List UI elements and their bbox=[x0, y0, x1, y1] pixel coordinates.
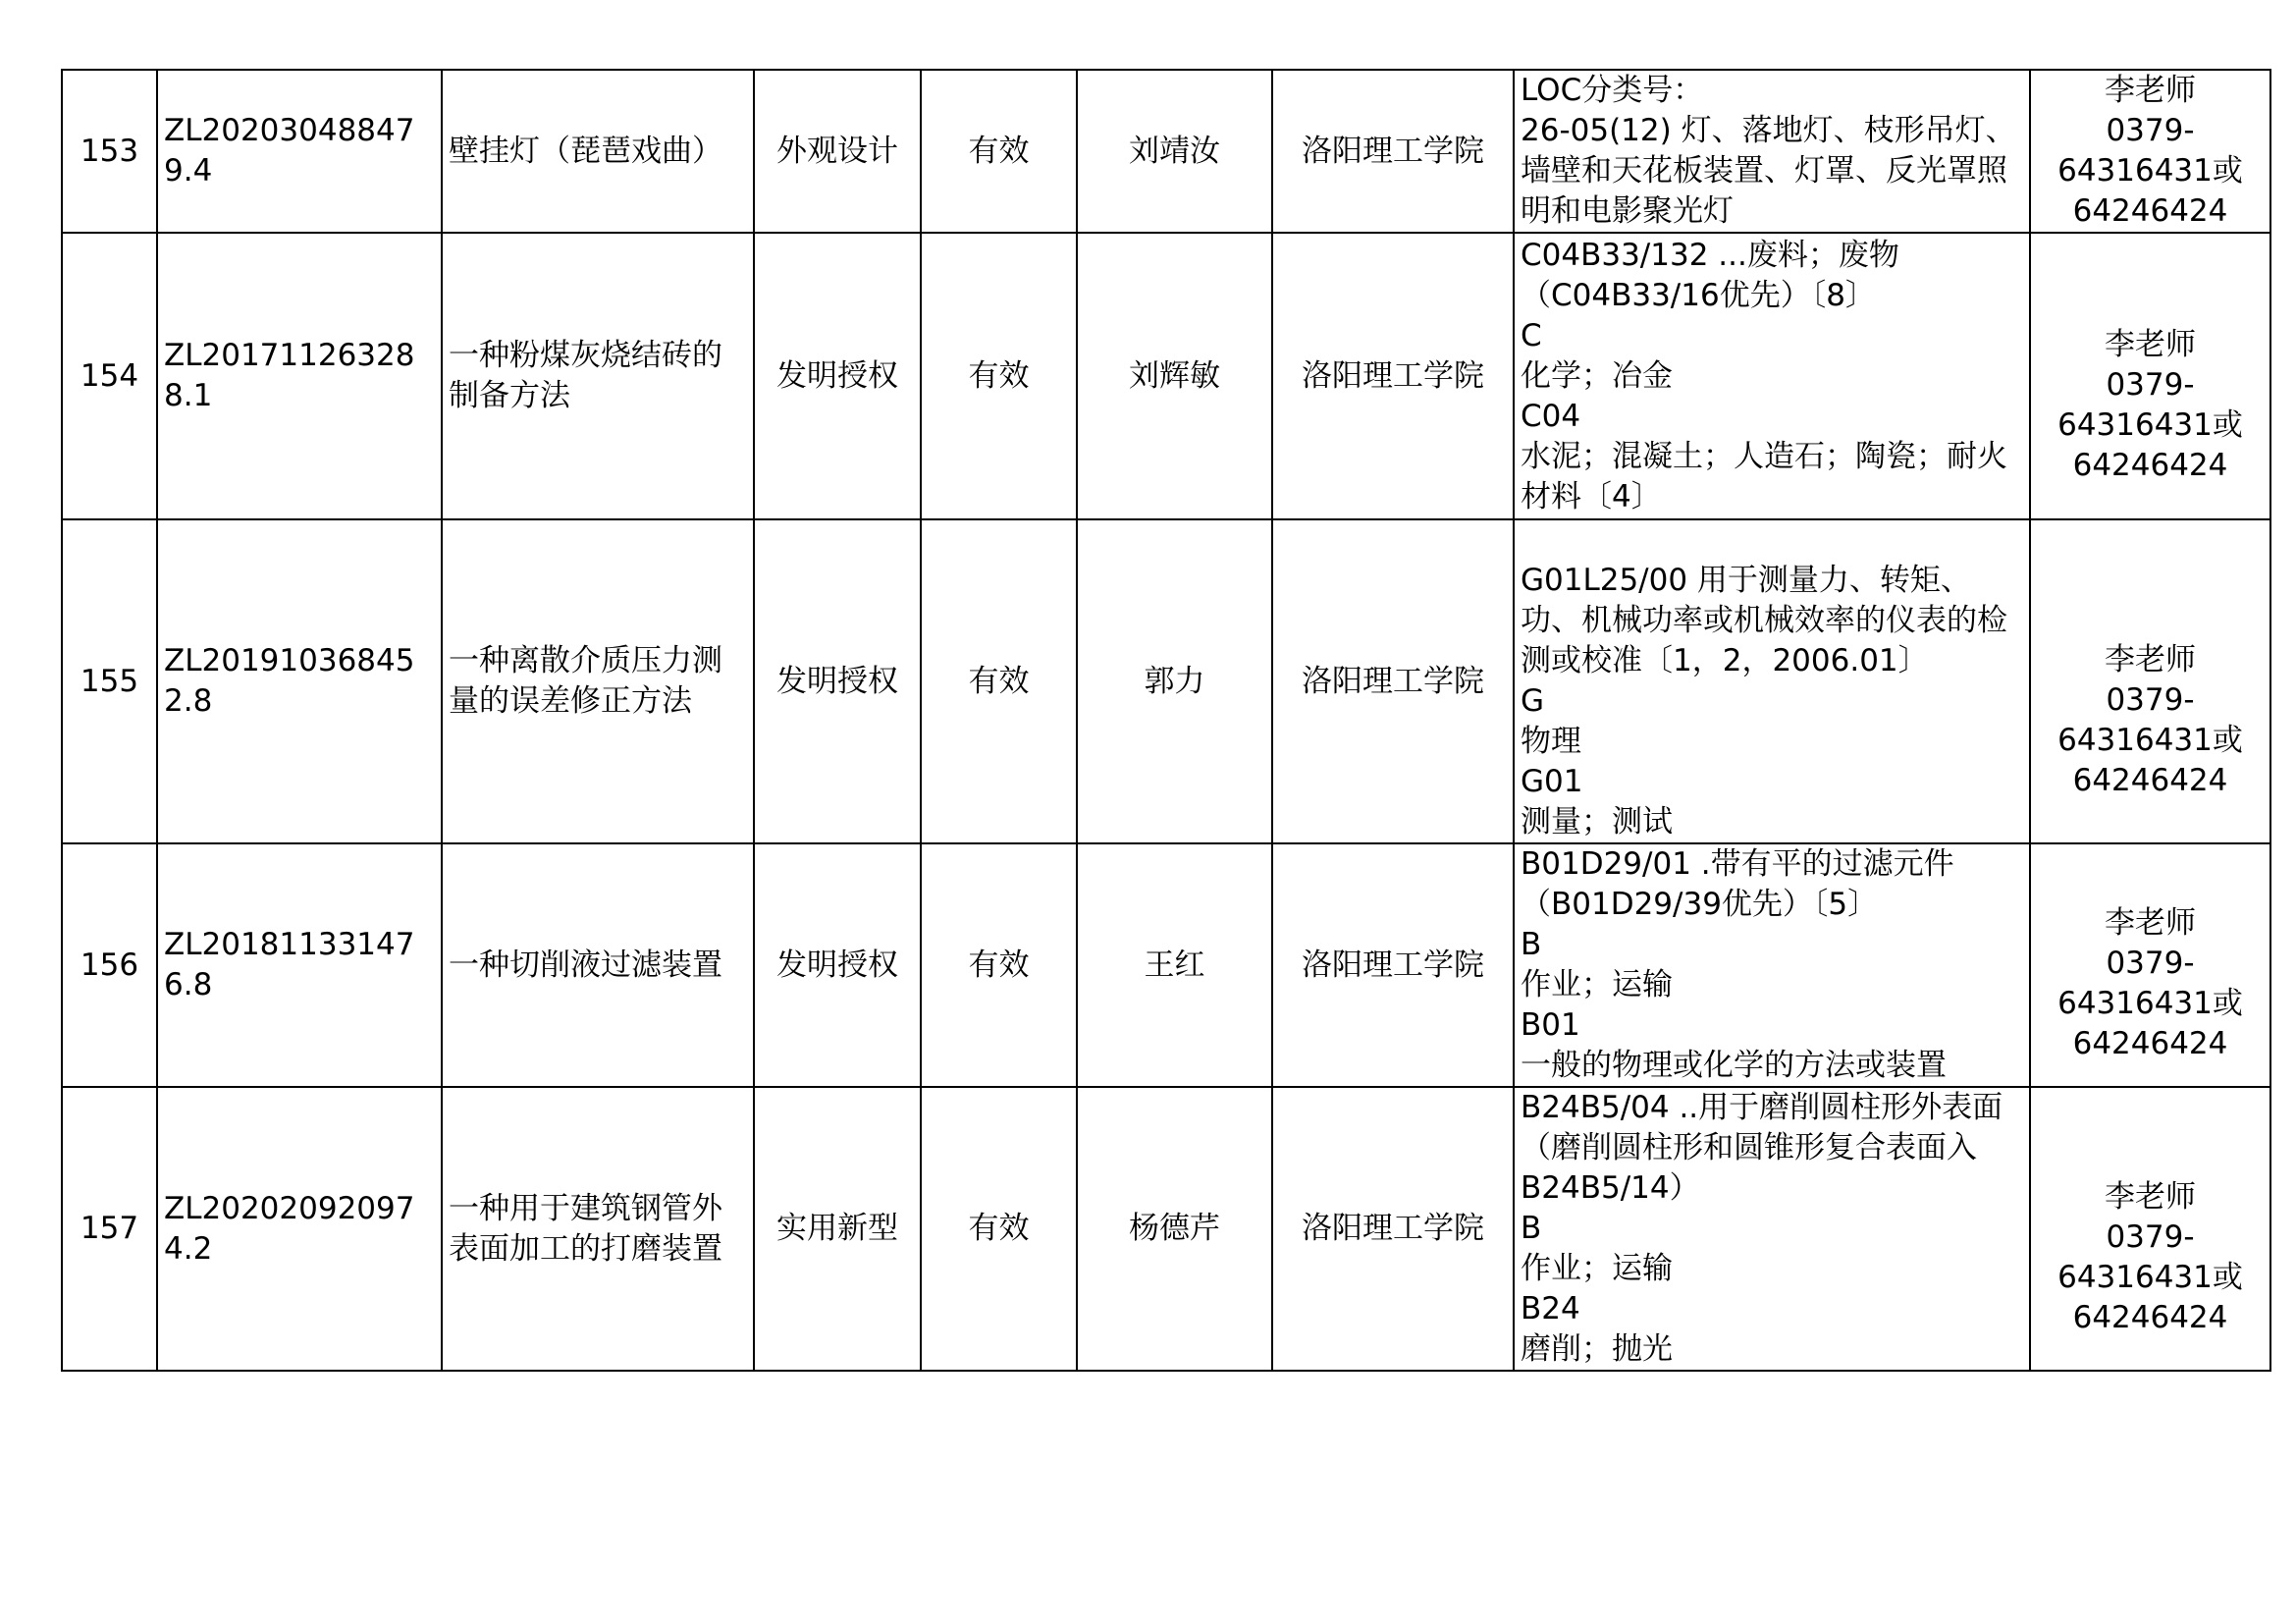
patent-name: 壁挂灯（琵琶戏曲） bbox=[442, 70, 754, 233]
patent-type: 发明授权 bbox=[754, 233, 921, 519]
contact-name: 李老师 bbox=[2105, 1178, 2196, 1215]
patent-table bbox=[61, 69, 2271, 1372]
contact-name: 李老师 bbox=[2105, 327, 2196, 362]
inventor: 刘辉敏 bbox=[1077, 233, 1272, 519]
patent-status: 有效 bbox=[921, 1087, 1077, 1371]
inventor: 刘靖汝 bbox=[1077, 70, 1272, 233]
inventor: 杨德芹 bbox=[1077, 1087, 1272, 1371]
patent-name: 一种离散介质压力测量的误差修正方法 bbox=[442, 519, 754, 843]
classification: LOC分类号： 26-05(12) 灯、落地灯、枝形吊灯、墙壁和天花板装置、灯罩、反光罩照明和电影聚光灯 bbox=[1514, 70, 2030, 233]
patent-status: 有效 bbox=[921, 233, 1077, 519]
contact-phone-2: 64246424 bbox=[2072, 763, 2228, 798]
contact-name: 李老师 bbox=[2105, 642, 2196, 677]
contact-area-code: 0379- bbox=[2106, 946, 2195, 981]
contact-phone-2: 64246424 bbox=[2072, 1299, 2228, 1335]
row-number: 153 bbox=[62, 70, 157, 233]
patent-status: 有效 bbox=[921, 70, 1077, 233]
contact bbox=[2030, 519, 2270, 843]
contact bbox=[2030, 70, 2270, 233]
patent-id: ZL202030488479.4 bbox=[157, 70, 442, 233]
owner: 洛阳理工学院 bbox=[1272, 843, 1514, 1087]
contact-name: 李老师 bbox=[2105, 905, 2196, 941]
table-row bbox=[62, 70, 2270, 233]
patent-type: 实用新型 bbox=[754, 1087, 921, 1371]
contact-phone-2: 64246424 bbox=[2072, 1026, 2228, 1061]
owner: 洛阳理工学院 bbox=[1272, 1087, 1514, 1371]
row-number: 156 bbox=[62, 843, 157, 1087]
table-row bbox=[62, 1087, 2270, 1371]
owner: 洛阳理工学院 bbox=[1272, 70, 1514, 233]
row-number: 157 bbox=[62, 1087, 157, 1371]
contact-area-code: 0379- bbox=[2106, 1218, 2195, 1255]
contact-name: 李老师 bbox=[2105, 73, 2196, 108]
patent-id: ZL201910368452.8 bbox=[157, 519, 442, 843]
contact-phone-2: 64246424 bbox=[2072, 193, 2228, 229]
contact-phone-1: 64316431或 bbox=[2057, 986, 2243, 1021]
contact-phone-2: 64246424 bbox=[2072, 448, 2228, 483]
contact-phone-1: 64316431或 bbox=[2057, 407, 2243, 443]
inventor: 王红 bbox=[1077, 843, 1272, 1087]
contact bbox=[2030, 233, 2270, 519]
row-number: 154 bbox=[62, 233, 157, 519]
contact-area-code: 0379- bbox=[2106, 682, 2195, 718]
patent-name: 一种用于建筑钢管外表面加工的打磨装置 bbox=[442, 1087, 754, 1371]
table-row bbox=[62, 233, 2270, 519]
patent-status: 有效 bbox=[921, 519, 1077, 843]
table-row bbox=[62, 843, 2270, 1087]
contact-phone-1: 64316431或 bbox=[2057, 1259, 2243, 1295]
contact bbox=[2030, 843, 2270, 1087]
table-row bbox=[62, 519, 2270, 843]
classification: B24B5/04 ..用于磨削圆柱形外表面（磨削圆柱形和圆锥形复合表面入B24B5/14） B 作业；运输 B24 磨削；抛光 bbox=[1514, 1087, 2030, 1371]
contact-area-code: 0379- bbox=[2106, 113, 2195, 148]
patent-id: ZL202020920974.2 bbox=[157, 1087, 442, 1371]
owner: 洛阳理工学院 bbox=[1272, 519, 1514, 843]
patent-id: ZL201811331476.8 bbox=[157, 843, 442, 1087]
patent-type: 外观设计 bbox=[754, 70, 921, 233]
contact-phone-1: 64316431或 bbox=[2057, 153, 2243, 189]
classification: B01D29/01 .带有平的过滤元件（B01D29/39优先）〔5〕 B 作业；运输 B01 一般的物理或化学的方法或装置 bbox=[1514, 843, 2030, 1087]
row-number: 155 bbox=[62, 519, 157, 843]
patent-id: ZL201711263288.1 bbox=[157, 233, 442, 519]
owner: 洛阳理工学院 bbox=[1272, 233, 1514, 519]
patent-status: 有效 bbox=[921, 843, 1077, 1087]
contact-phone-1: 64316431或 bbox=[2057, 723, 2243, 758]
contact bbox=[2030, 1087, 2270, 1371]
patent-name: 一种粉煤灰烧结砖的制备方法 bbox=[442, 233, 754, 519]
patent-type: 发明授权 bbox=[754, 843, 921, 1087]
patent-type: 发明授权 bbox=[754, 519, 921, 843]
classification: C04B33/132 ...废料；废物（C04B33/16优先）〔8〕 C 化学；冶金 C04 水泥；混凝土；人造石；陶瓷；耐火材料〔4〕 bbox=[1514, 233, 2030, 519]
contact-area-code: 0379- bbox=[2106, 367, 2195, 403]
inventor: 郭力 bbox=[1077, 519, 1272, 843]
classification: G01L25/00 用于测量力、转矩、功、机械功率或机械效率的仪表的检测或校准〔1，2，2006.01〕 G 物理 G01 测量；测试 bbox=[1514, 519, 2030, 843]
patent-name: 一种切削液过滤装置 bbox=[442, 843, 754, 1087]
